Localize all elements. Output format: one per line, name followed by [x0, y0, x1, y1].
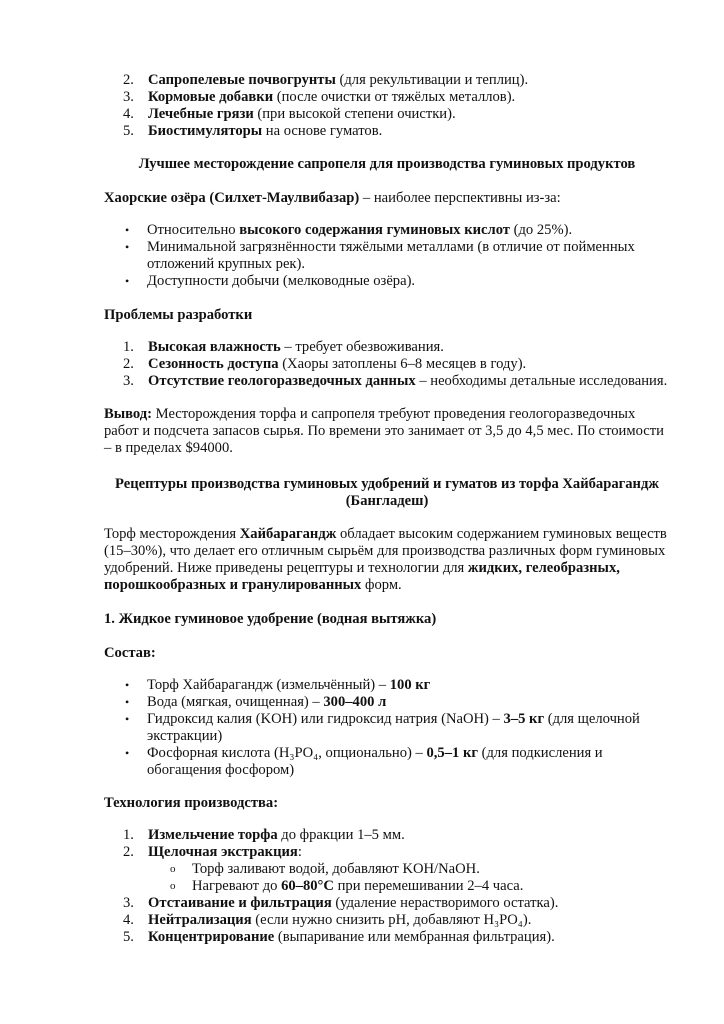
intro-paragraph: Торф месторождения Хайбарагандж обладает высоким содержанием гуминовых веществ (15–30%), что делает его отличным сырьём для производства различных форм гуминовых удобрений. Ниже приведены рецептуры и технологии для жидких, гелеобразных, порошкообразных и гранулированных форм. [104, 526, 667, 593]
composition-list [104, 677, 670, 779]
list-item: • Гидроксид калия (KOH) или гидроксид натрия (NaOH) – 3–5 кг (для щелочной экстракции) [125, 711, 640, 744]
list-item: 4. Нейтрализация (если нужно снизить pH, добавляют H₃PO₄). [123, 912, 532, 928]
heading-technology: Технология производства: [104, 795, 279, 811]
list-item: 3. Отстаивание и фильтрация (удаление нерастворимого остатка). [123, 895, 559, 911]
technology-list-continued [104, 895, 670, 946]
technology-list [104, 827, 670, 861]
heading-recipes [104, 476, 670, 510]
list-item: 5. Биостимуляторы на основе гуматов. [123, 123, 383, 139]
list-item: • Торф Хайбарагандж (измельчённый) – 100 кг [125, 677, 431, 693]
list-item: 3. Кормовые добавки (после очистки от тяжёлых металлов). [123, 89, 516, 105]
document-page [104, 72, 670, 946]
list-item: 3. Отсутствие геологоразведочных данных – необходимы детальные исследования. [123, 373, 668, 389]
technology-sublist [104, 861, 670, 895]
list-item: • Вода (мягкая, очищенная) – 300–400 л [125, 694, 387, 710]
heading-best-deposit: Лучшее месторождение сапропеля для производства гуминовых продуктов [138, 156, 636, 172]
list-item: o Нагревают до 60–80°C при перемешивании 2–4 часа. [170, 878, 524, 894]
list-item: • Минимальной загрязнённости тяжёлыми металлами (в отличие от пойменных отложений крупных рек). [125, 239, 635, 272]
list-item: • Доступности добычи (мелководные озёра). [125, 273, 416, 289]
product-list [104, 72, 670, 140]
list-item: 2. Сезонность доступа (Хаоры затоплены 6–8 месяцев в году). [123, 356, 527, 372]
best-deposit-reasons [104, 222, 670, 290]
list-item: 4. Лечебные грязи (при высокой степени очистки). [123, 106, 456, 122]
heading-recipes-line: Рецептуры производства гуминовых удобрений и гуматов из торфа Хайбарагандж [115, 476, 659, 492]
list-item: 1. Высокая влажность – требует обезвоживания. [123, 339, 444, 355]
list-item: 5. Концентрирование (выпаривание или мембранная фильтрация). [123, 929, 555, 945]
list-item: 1. Измельчение торфа до фракции 1–5 мм. [123, 827, 405, 843]
heading-problems: Проблемы разработки [104, 307, 253, 323]
list-item: 2. Сапропелевые почвогрунты (для рекультивации и теплиц). [123, 72, 529, 88]
list-item: • Относительно высокого содержания гуминовых кислот (до 25%). [125, 222, 573, 238]
list-item: 2. Щелочная экстракция: [123, 844, 302, 860]
list-item: • Фосфорная кислота (H₃PO₄, опционально) – 0,5–1 кг (для подкисления и обогащения фосфором) [125, 745, 603, 778]
problems-list [104, 339, 670, 390]
heading-liquid-fertilizer: 1. Жидкое гуминовое удобрение (водная вытяжка) [104, 611, 437, 627]
list-item: o Торф заливают водой, добавляют KOH/NaOH. [170, 861, 480, 877]
heading-recipes-line: (Бангладеш) [345, 493, 429, 509]
best-deposit-intro: Хаорские озёра (Силхет-Маулвибазар) – наиболее перспективны из-за: [104, 190, 561, 206]
heading-composition: Состав: [104, 645, 156, 661]
conclusion-paragraph: Вывод: Месторождения торфа и сапропеля требуют проведения геологоразведочных работ и подсчета запасов сырья. По времени это занимает от 3,5 до 4,5 мес. По стоимости – в пределах $94000. [104, 406, 664, 456]
